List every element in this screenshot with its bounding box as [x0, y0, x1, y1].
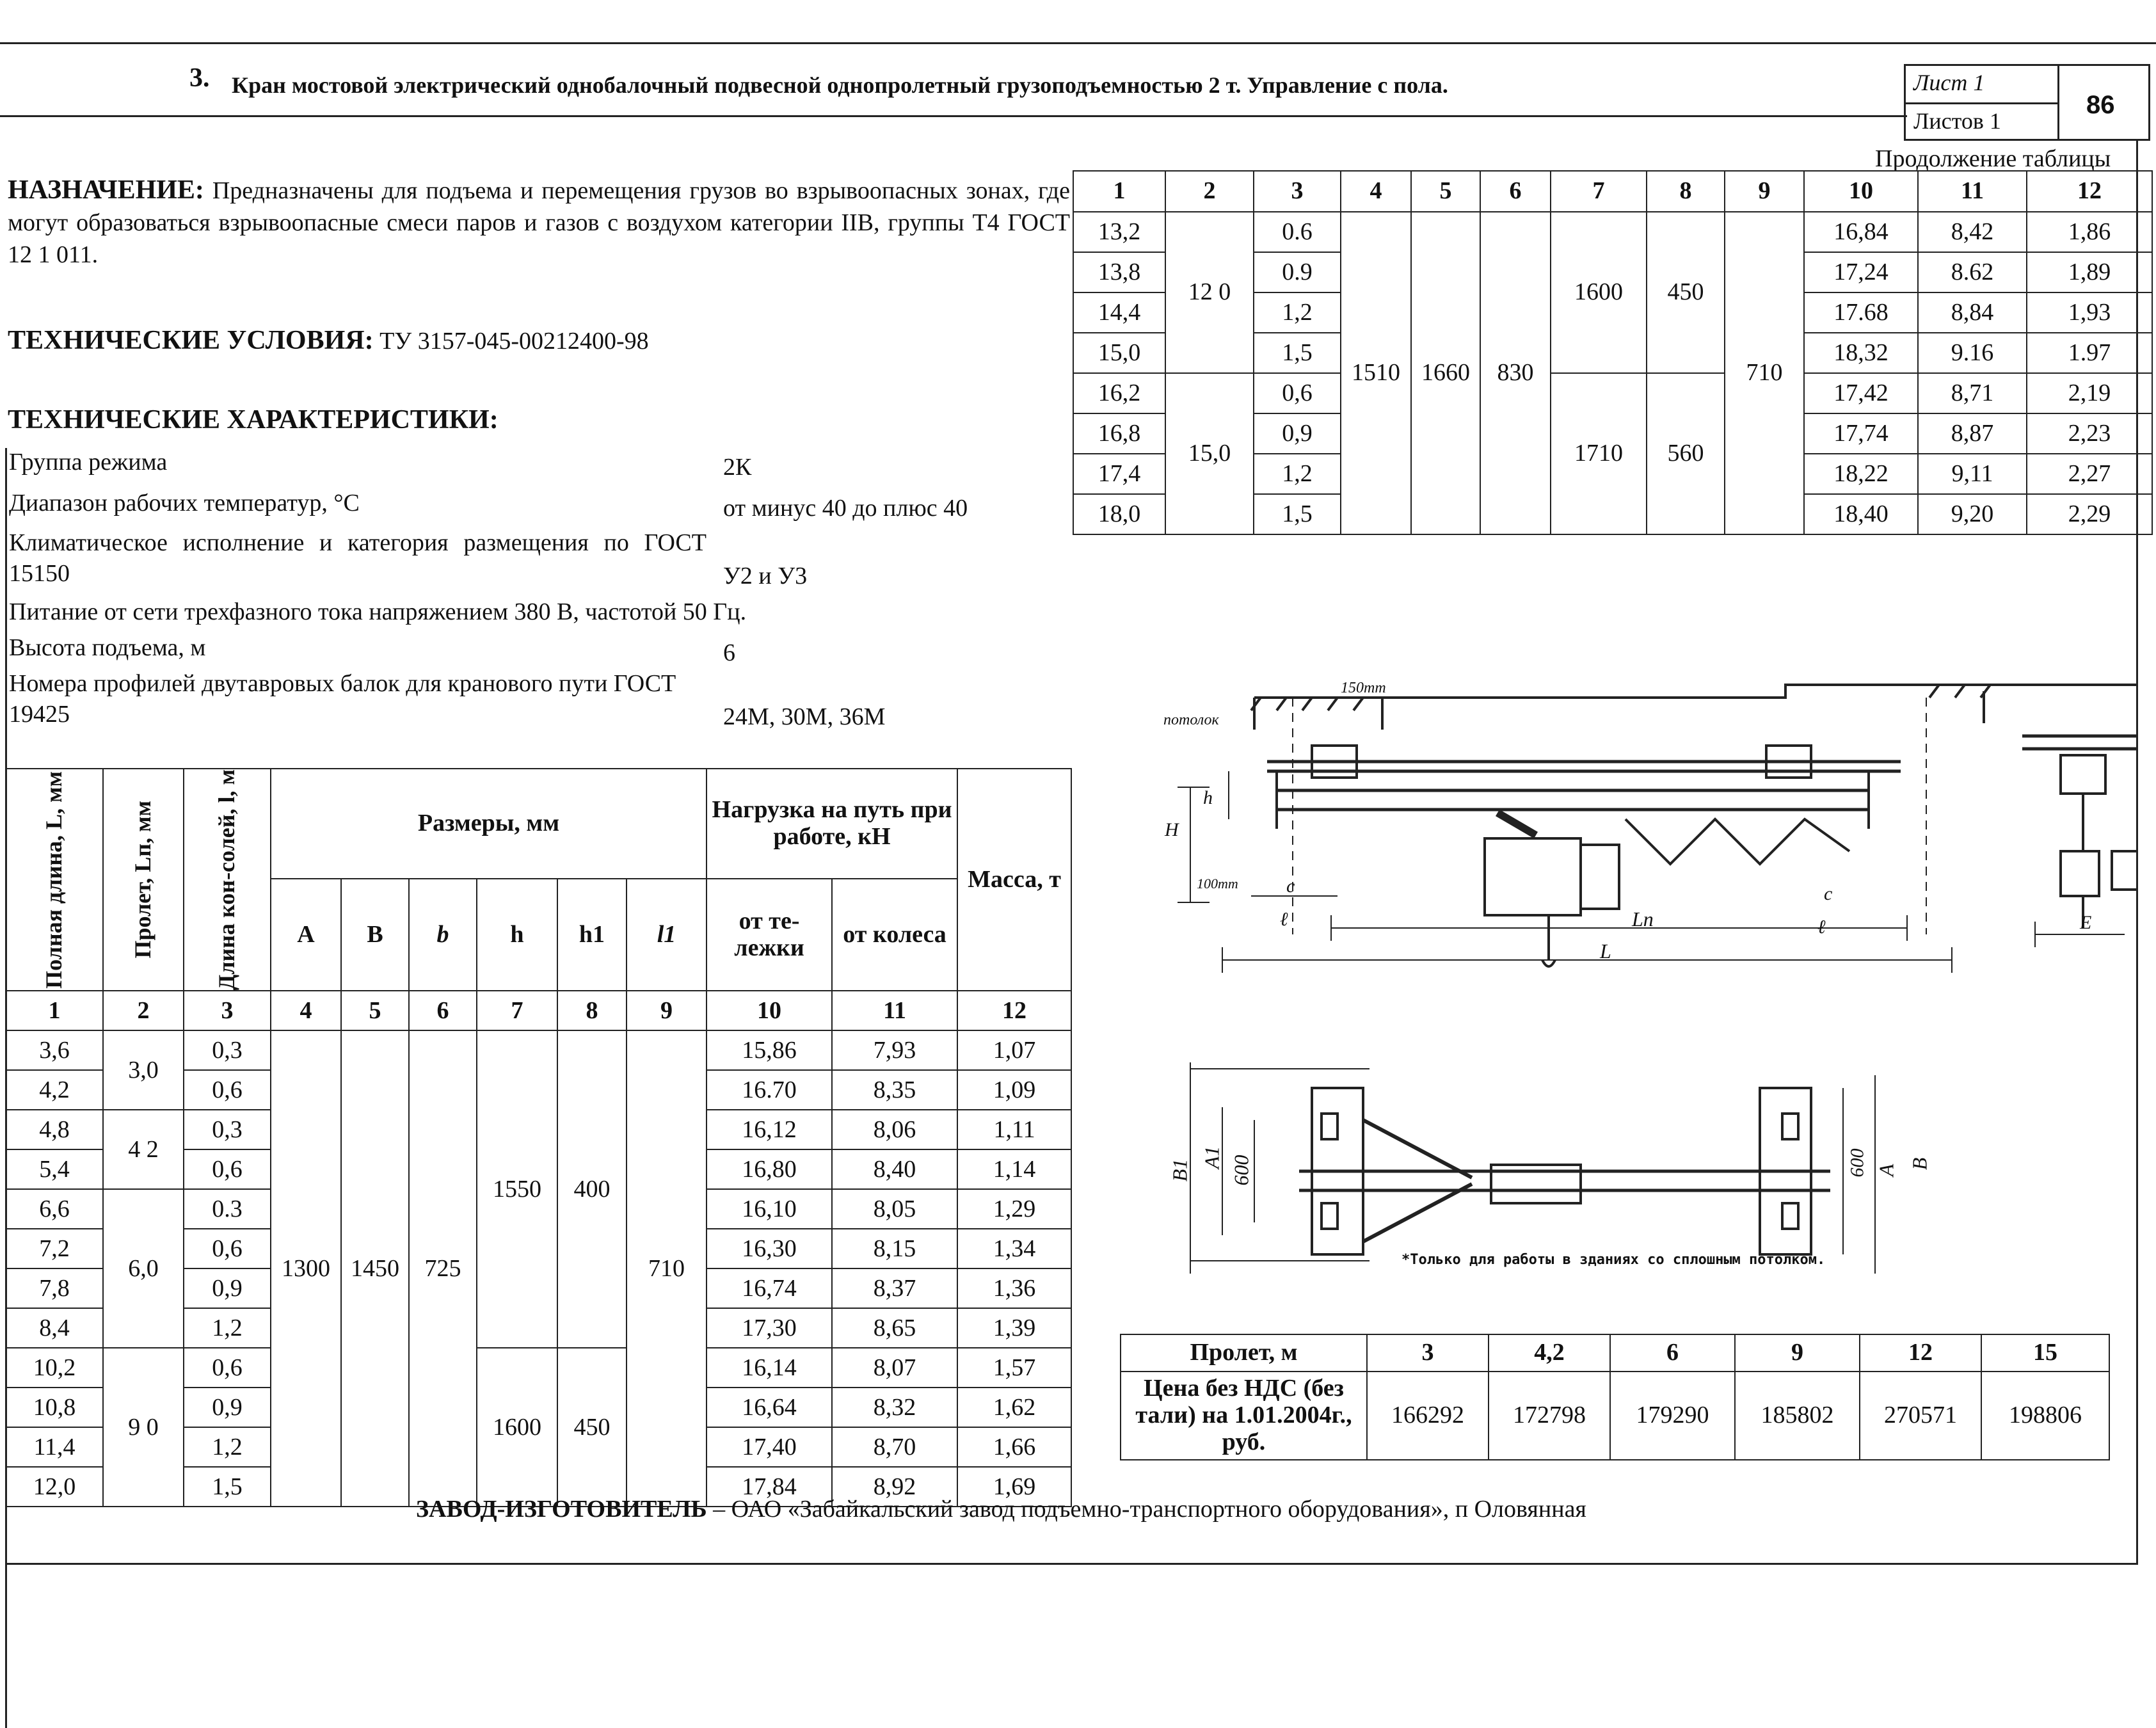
cont-cell: 8,71	[1918, 373, 2027, 413]
main-cell: 8,92	[832, 1467, 957, 1507]
purpose-block	[8, 174, 1070, 271]
header-bottom-border	[0, 115, 1907, 117]
dim-600-right: 600	[1846, 1148, 1868, 1178]
main-cell: 10,8	[6, 1388, 103, 1427]
main-cell: 0.3	[184, 1189, 271, 1229]
header-number: 3.	[189, 63, 210, 93]
spec-name-4: Высота подъема, м	[9, 634, 206, 661]
main-cell: 11,4	[6, 1427, 103, 1467]
bottom-border	[5, 1563, 2138, 1565]
purpose-text: Предназначены для подъема и перемещения грузов во взрывоопасных зонах, где могут образоваться взрывоопасные смеси паров и газов с воздухом категории IIВ, группы Т4 ГОСТ 12 1 011.	[8, 177, 1071, 268]
cont-colnum: 2	[1165, 171, 1254, 212]
sheet-box-divider	[2057, 64, 2059, 141]
purpose-label: НАЗНАЧЕНИЕ:	[8, 175, 204, 205]
main-cell: 0,3	[184, 1030, 271, 1070]
cont-cell: 1600	[1551, 212, 1647, 373]
main-cell: 9 0	[103, 1348, 184, 1507]
cont-cell: 1510	[1341, 212, 1411, 534]
cont-cell: 16,2	[1073, 373, 1165, 413]
main-cell: 1,07	[957, 1030, 1071, 1070]
spec-value-5: 24М, 30М, 36М	[723, 703, 886, 730]
continuation-caption: Продолжение таблицы	[1875, 145, 2111, 172]
continuation-table	[1073, 170, 2153, 535]
cont-cell: 8,84	[1918, 292, 2027, 333]
main-cell: 1,11	[957, 1110, 1071, 1149]
cont-colnum: 5	[1411, 171, 1480, 212]
cont-cell: 8,42	[1918, 212, 2027, 252]
spec-name-5: Номера профилей двутавровых балок для кранового пути ГОСТ 19425	[9, 670, 676, 728]
price-value: 179290	[1610, 1372, 1735, 1460]
cont-cell: 830	[1480, 212, 1551, 534]
main-cell: 7,2	[6, 1229, 103, 1268]
main-colnum: 8	[557, 991, 627, 1030]
main-cell: 16,64	[707, 1388, 832, 1427]
main-cell: 1,34	[957, 1229, 1071, 1268]
price-span: 4,2	[1489, 1334, 1610, 1372]
main-cell: 0,6	[184, 1348, 271, 1388]
main-cell: 6,6	[6, 1189, 103, 1229]
main-cell: 7,93	[832, 1030, 957, 1070]
main-cell: 0,9	[184, 1388, 271, 1427]
cont-cell: 17,24	[1804, 252, 1918, 292]
main-cell: 1,09	[957, 1070, 1071, 1110]
price-value: 198806	[1981, 1372, 2109, 1460]
cont-colnum: 12	[2027, 171, 2152, 212]
main-cell: 1,36	[957, 1268, 1071, 1308]
dim-B1: B1	[1168, 1158, 1192, 1182]
main-cell: 16.70	[707, 1070, 832, 1110]
main-cell: 8,37	[832, 1268, 957, 1308]
cont-cell: 17,4	[1073, 454, 1165, 494]
main-cell: 1,39	[957, 1308, 1071, 1348]
cont-cell: 0,6	[1254, 373, 1341, 413]
main-colnum: 10	[707, 991, 832, 1030]
cont-colnum: 9	[1725, 171, 1804, 212]
cont-cell: 13,2	[1073, 212, 1165, 252]
main-cell: 1,57	[957, 1348, 1071, 1388]
cont-cell: 1,86	[2027, 212, 2152, 252]
dim-h: h	[1203, 787, 1213, 808]
cont-cell: 1,2	[1254, 454, 1341, 494]
price-label: Цена без НДС (без тали) на 1.01.2004г., руб.	[1121, 1372, 1367, 1460]
main-cell: 16,80	[707, 1149, 832, 1189]
cont-cell: 8.62	[1918, 252, 2027, 292]
dim-ceiling: потолок	[1163, 712, 1219, 728]
main-cell: 1,69	[957, 1467, 1071, 1507]
dim-150mm: 150mm	[1341, 680, 1386, 696]
main-cell: 8,35	[832, 1070, 957, 1110]
characteristics-title: ТЕХНИЧЕСКИЕ ХАРАКТЕРИСТИКИ:	[8, 405, 499, 435]
cont-cell: 17,74	[1804, 413, 1918, 454]
cont-colnum: 1	[1073, 171, 1165, 212]
main-head-h: h	[477, 879, 557, 991]
main-table	[5, 768, 1072, 1507]
cont-colnum: 8	[1647, 171, 1725, 212]
dim-l-left: ℓ	[1280, 909, 1288, 930]
price-value: 166292	[1367, 1372, 1489, 1460]
sheet-label: Лист 1	[1913, 70, 1985, 95]
cont-cell: 18,0	[1073, 494, 1165, 534]
cont-cell: 2,23	[2027, 413, 2152, 454]
cont-colnum: 7	[1551, 171, 1647, 212]
main-cell: 7,8	[6, 1268, 103, 1308]
main-cell: 1550	[477, 1030, 557, 1348]
main-colnum: 9	[627, 991, 707, 1030]
cont-cell: 1,5	[1254, 494, 1341, 534]
main-cell: 10,2	[6, 1348, 103, 1388]
main-cell: 16,10	[707, 1189, 832, 1229]
price-span: 3	[1367, 1334, 1489, 1372]
cont-cell: 1710	[1551, 373, 1647, 534]
main-cell: 1,62	[957, 1388, 1071, 1427]
cont-cell: 16,8	[1073, 413, 1165, 454]
main-cell: 8,65	[832, 1308, 957, 1348]
tech-conditions	[8, 325, 649, 356]
cont-cell: 14,4	[1073, 292, 1165, 333]
cont-colnum: 11	[1918, 171, 2027, 212]
main-colnum: 2	[103, 991, 184, 1030]
cont-cell: 2,29	[2027, 494, 2152, 534]
cont-cell: 18,32	[1804, 333, 1918, 373]
main-cell: 400	[557, 1030, 627, 1348]
manufacturer-text: – ОАО «Забайкальский завод подъемно-транспортного оборудования», п Оловянная	[707, 1496, 1586, 1523]
main-cell: 17,84	[707, 1467, 832, 1507]
cont-cell: 1660	[1411, 212, 1480, 534]
cont-cell: 9,20	[1918, 494, 2027, 534]
price-span: 15	[1981, 1334, 2109, 1372]
dim-A: A	[1874, 1164, 1898, 1177]
main-cell: 1600	[477, 1348, 557, 1507]
main-cell: 1,5	[184, 1467, 271, 1507]
main-colnum: 1	[6, 991, 103, 1030]
spec-value-0: 2К	[723, 454, 752, 481]
main-cell: 1,2	[184, 1427, 271, 1467]
main-cell: 4,2	[6, 1070, 103, 1110]
cont-cell: 9.16	[1918, 333, 2027, 373]
dim-L: L	[1600, 940, 1611, 963]
main-cell: 1,2	[184, 1308, 271, 1348]
tech-conditions-value: ТУ 3157-045-00212400-98	[379, 328, 649, 355]
main-colnum: 11	[832, 991, 957, 1030]
cont-cell: 1,89	[2027, 252, 2152, 292]
main-head-B: B	[341, 879, 409, 991]
cont-cell: 2,19	[2027, 373, 2152, 413]
manufacturer-label: ЗАВОД-ИЗГОТОВИТЕЛЬ	[416, 1496, 707, 1523]
cont-cell: 17,42	[1804, 373, 1918, 413]
cont-cell: 16,84	[1804, 212, 1918, 252]
main-head-load: Нагрузка на путь при работе, кН	[707, 769, 957, 879]
spec-name-3: Питание от сети трехфазного тока напряжением 380 В, частотой 50 Гц.	[9, 598, 747, 625]
main-cell: 725	[409, 1030, 477, 1507]
dim-100mm: 100mm	[1197, 876, 1238, 892]
main-cell: 15,86	[707, 1030, 832, 1070]
main-cell: 1,29	[957, 1189, 1071, 1229]
cont-cell: 18,40	[1804, 494, 1918, 534]
main-cell: 0,6	[184, 1070, 271, 1110]
dim-A1: A1	[1200, 1146, 1224, 1169]
cont-cell: 17.68	[1804, 292, 1918, 333]
price-value: 185802	[1735, 1372, 1860, 1460]
cont-cell: 1.97	[2027, 333, 2152, 373]
dim-E: E	[2080, 912, 2092, 933]
cont-cell: 450	[1647, 212, 1725, 373]
main-head-console: Длина кон-солей, l, м	[184, 769, 271, 991]
main-cell: 16,12	[707, 1110, 832, 1149]
spec-value-2: У2 и У3	[723, 563, 808, 589]
cont-cell: 710	[1725, 212, 1804, 534]
spec-value-4: 6	[723, 639, 735, 666]
cont-cell: 2,27	[2027, 454, 2152, 494]
main-cell: 3,0	[103, 1030, 184, 1110]
cont-cell: 1,5	[1254, 333, 1341, 373]
cont-colnum: 4	[1341, 171, 1411, 212]
cont-cell: 0.6	[1254, 212, 1341, 252]
main-cell: 4,8	[6, 1110, 103, 1149]
cont-cell: 15,0	[1073, 333, 1165, 373]
main-head-trolley: от те-лежки	[707, 879, 832, 991]
main-cell: 12,0	[6, 1467, 103, 1507]
main-head-l1: l1	[627, 879, 707, 991]
cont-cell: 8,87	[1918, 413, 2027, 454]
sheet-box-mid	[1904, 102, 2057, 104]
cont-cell: 0.9	[1254, 252, 1341, 292]
price-value: 270571	[1860, 1372, 1981, 1460]
main-cell: 6,0	[103, 1189, 184, 1348]
main-head-A: A	[271, 879, 341, 991]
dim-H: H	[1165, 819, 1179, 840]
spec-name-1: Диапазон рабочих температур, °С	[9, 490, 360, 516]
dim-l-right: ℓ	[1817, 916, 1826, 938]
price-table	[1120, 1334, 2110, 1460]
main-colnum: 4	[271, 991, 341, 1030]
price-span: 6	[1610, 1334, 1735, 1372]
main-cell: 17,30	[707, 1308, 832, 1348]
spec-name-2: Климатическое исполнение и категория размещения по ГОСТ 15150	[9, 529, 707, 587]
main-cell: 8,07	[832, 1348, 957, 1388]
main-cell: 8,06	[832, 1110, 957, 1149]
main-head-b: b	[409, 879, 477, 991]
main-cell: 16,14	[707, 1348, 832, 1388]
dim-Ln: Lп	[1632, 908, 1654, 931]
main-colnum: 12	[957, 991, 1071, 1030]
price-span: 9	[1735, 1334, 1860, 1372]
price-span-label: Пролет, м	[1121, 1334, 1367, 1372]
main-cell: 3,6	[6, 1030, 103, 1070]
spec-name-0: Группа режима	[9, 449, 168, 476]
cont-colnum: 10	[1804, 171, 1918, 212]
main-head-length: Полная длина, L, мм	[6, 769, 103, 991]
main-head-sizes: Размеры, мм	[271, 769, 707, 879]
sheets-label: Листов 1	[1913, 108, 2001, 134]
cont-cell: 0,9	[1254, 413, 1341, 454]
main-colnum: 3	[184, 991, 271, 1030]
crane-side-view-drawing	[1139, 659, 2137, 1043]
main-cell: 16,74	[707, 1268, 832, 1308]
price-value: 172798	[1489, 1372, 1610, 1460]
main-colnum: 6	[409, 991, 477, 1030]
main-cell: 8,32	[832, 1388, 957, 1427]
drawing-note: *Только для работы в зданиях со сплошным потолком.	[1401, 1252, 1826, 1268]
main-cell: 8,05	[832, 1189, 957, 1229]
main-cell: 4 2	[103, 1110, 184, 1189]
cont-cell: 1,93	[2027, 292, 2152, 333]
main-cell: 16,30	[707, 1229, 832, 1268]
main-cell: 1,66	[957, 1427, 1071, 1467]
main-cell: 710	[627, 1030, 707, 1507]
cont-cell: 18,22	[1804, 454, 1918, 494]
main-cell: 8,70	[832, 1427, 957, 1467]
main-cell: 8,40	[832, 1149, 957, 1189]
main-colnum: 5	[341, 991, 409, 1030]
dim-B: B	[1908, 1157, 1931, 1171]
main-head-mass: Масса, т	[957, 769, 1071, 991]
main-cell: 5,4	[6, 1149, 103, 1189]
dim-c-left: c	[1286, 876, 1295, 897]
main-cell: 0,6	[184, 1229, 271, 1268]
cont-colnum: 3	[1254, 171, 1341, 212]
main-cell: 0,6	[184, 1149, 271, 1189]
main-cell: 0,9	[184, 1268, 271, 1308]
main-cell: 1,14	[957, 1149, 1071, 1189]
cont-cell: 560	[1647, 373, 1725, 534]
main-cell: 8,4	[6, 1308, 103, 1348]
top-border	[0, 42, 2156, 44]
main-head-wheel: от колеса	[832, 879, 957, 991]
main-cell: 8,15	[832, 1229, 957, 1268]
manufacturer-line	[416, 1495, 1586, 1523]
main-cell: 0,3	[184, 1110, 271, 1149]
main-colnum: 7	[477, 991, 557, 1030]
cont-cell: 12 0	[1165, 212, 1254, 373]
main-cell: 1300	[271, 1030, 341, 1507]
main-head-h1: h1	[557, 879, 627, 991]
cont-cell: 15,0	[1165, 373, 1254, 534]
cont-colnum: 6	[1480, 171, 1551, 212]
main-head-span: Пролет, Lп, мм	[103, 769, 184, 991]
main-cell: 17,40	[707, 1427, 832, 1467]
dim-c-right: c	[1824, 883, 1833, 904]
main-cell: 1450	[341, 1030, 409, 1507]
cont-cell: 9,11	[1918, 454, 2027, 494]
page-number: 86	[2086, 91, 2115, 119]
dim-600-left: 600	[1229, 1155, 1253, 1186]
main-cell: 450	[557, 1348, 627, 1507]
cont-cell: 13,8	[1073, 252, 1165, 292]
tech-conditions-label: ТЕХНИЧЕСКИЕ УСЛОВИЯ:	[8, 326, 374, 355]
page-title: Кран мостовой электрический однобалочный подвесной однопролетный грузоподъемностью 2 т. Управление с пола.	[232, 72, 1448, 98]
price-span: 12	[1860, 1334, 1981, 1372]
spec-value-1: от минус 40 до плюс 40	[723, 495, 968, 522]
cont-cell: 1,2	[1254, 292, 1341, 333]
